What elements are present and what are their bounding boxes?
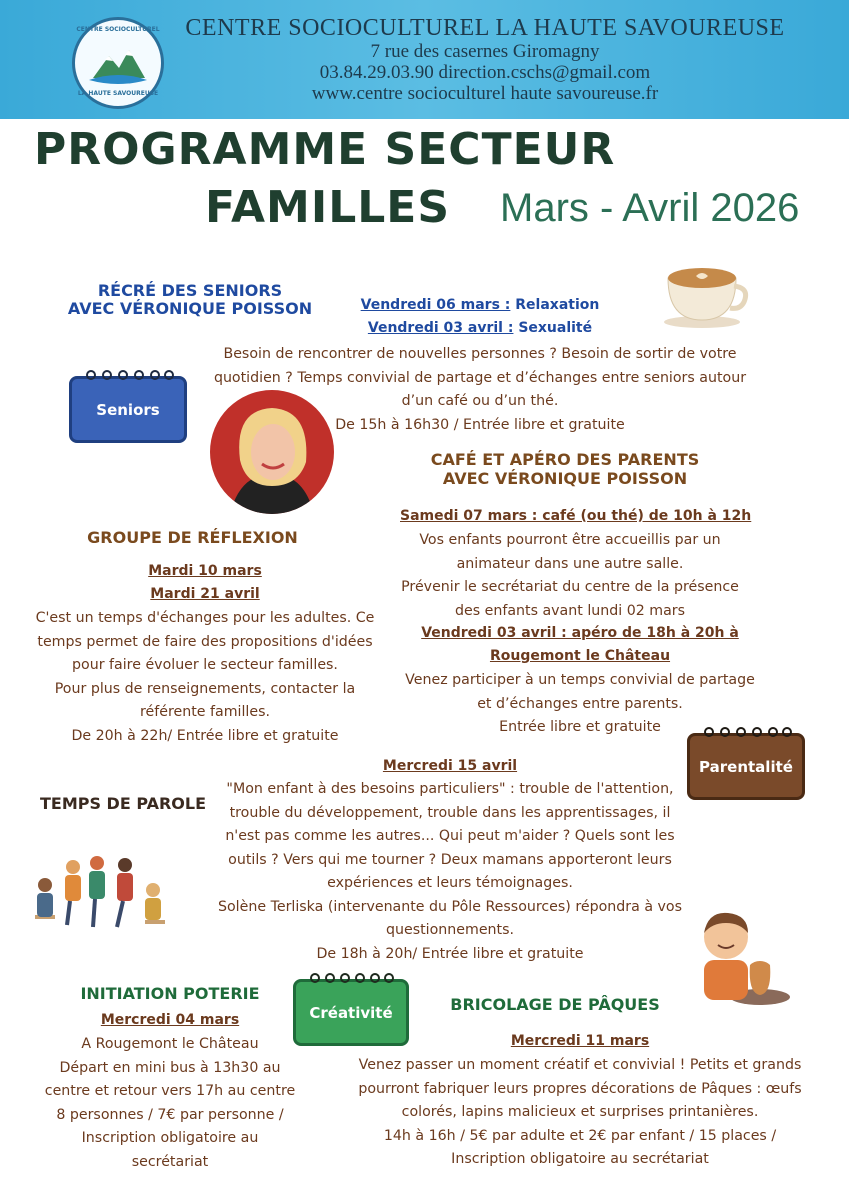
coffee-cup-icon — [660, 258, 750, 330]
logo-text-top: CENTRE SOCIOCULTUREL — [76, 26, 160, 33]
recre-topic-1: Relaxation — [515, 297, 600, 313]
cafe-line: animateur dans une autre salle. — [456, 555, 684, 572]
poterie-line: secrétariat — [131, 1153, 209, 1170]
cafe-date-2a: Vendredi 03 avril : apéro de 18h à 20h à — [421, 625, 739, 641]
groupe-line: C'est un temps d'échanges pour les adultes. Ce — [35, 610, 375, 626]
child-pottery-icon — [690, 905, 800, 1010]
recre-date-1-row — [340, 297, 620, 313]
bricolage-line: Inscription obligatoire au secrétariat — [451, 1151, 709, 1167]
cafe-date-1: Samedi 07 mars : café (ou thé) de 10h à 12h — [400, 508, 752, 524]
groupe-line: référente familles. — [140, 704, 270, 720]
recre-line: De 15h à 16h30 / Entrée libre et gratuite — [335, 416, 625, 433]
bricolage-title: BRICOLAGE DE PÂQUES — [450, 995, 660, 1014]
parole-line: questionnements. — [385, 922, 515, 938]
cafe-line: et d’échanges entre parents. — [477, 695, 683, 712]
groupe-date-1: Mardi 10 mars — [148, 563, 262, 579]
page-title-line2: FAMILLES — [205, 182, 451, 233]
recre-line: quotidien ? Temps convivial de partage et d’échanges entre seniors autour — [213, 369, 747, 386]
cafe-title-1: CAFÉ ET APÉRO DES PARENTS — [430, 450, 700, 469]
parole-title: TEMPS DE PAROLE — [39, 794, 207, 813]
period-label: Mars - Avril 2026 — [500, 186, 800, 230]
portrait-avatar — [210, 390, 334, 514]
bricolage-line: pourront fabriquer leurs propres décorations de Pâques : œufs — [358, 1080, 802, 1097]
parole-line: n'est pas comme les autres... Qui peut m'aider ? Quels sont les — [225, 828, 675, 844]
parole-line: trouble du développement, trouble dans les apprentissages, il — [229, 804, 671, 821]
cafe-title-2: AVEC VÉRONIQUE POISSON — [442, 469, 688, 488]
cafe-date-2b: Rougemont le Château — [489, 648, 671, 664]
poterie-line: A Rougemont le Château — [81, 1036, 259, 1052]
poterie-date: Mercredi 04 mars — [100, 1012, 240, 1028]
page-title-line1: PROGRAMME SECTEUR — [34, 124, 616, 175]
parole-line: De 18h à 20h/ Entrée libre et gratuite — [316, 945, 584, 962]
creativite-badge-label: Créativité — [293, 979, 409, 1046]
cafe-text-1 — [380, 529, 760, 623]
calendar-rings-icon — [293, 971, 409, 985]
bricolage-line: colorés, lapins malicieux et surprises printanières. — [401, 1104, 759, 1120]
recre-date-2: Vendredi 03 avril : — [367, 320, 514, 336]
parole-date: Mercredi 15 avril — [382, 758, 518, 774]
recre-title-2: AVEC VÉRONIQUE POISSON — [67, 299, 313, 318]
bricolage-date: Mercredi 11 mars — [510, 1033, 650, 1049]
bricolage-text — [350, 1054, 810, 1172]
poterie-line: 8 personnes / 7€ par personne / — [56, 1106, 284, 1123]
calendar-rings-icon — [69, 368, 187, 382]
recre-date-2-row — [340, 320, 620, 336]
centre-logo — [72, 17, 164, 109]
groupe-line: temps permet de faire des propositions d'idées — [37, 633, 373, 650]
org-name: CENTRE SOCIOCULTUREL LA HAUTE SAVOUREUSE — [185, 15, 785, 41]
logo-text-bottom: LA HAUTE SAVOUREUSE — [77, 90, 159, 97]
groupe-line: De 20h à 22h/ Entrée libre et gratuite — [71, 727, 339, 744]
poterie-line: Inscription obligatoire au — [81, 1130, 259, 1146]
org-address: 7 rue des casernes Giromagny — [370, 41, 600, 62]
org-website: www.centre socioculturel haute savoureuse.fr — [311, 83, 659, 104]
calendar-rings-icon — [687, 725, 805, 739]
poterie-title: INITIATION POTERIE — [80, 984, 260, 1003]
poterie-text — [40, 1033, 300, 1174]
parole-line: Solène Terliska (intervenante du Pôle Ressources) répondra à vos — [218, 898, 682, 915]
parole-line: expériences et leurs témoignages. — [327, 875, 573, 891]
poterie-line: centre et retour vers 17h au centre — [44, 1083, 296, 1099]
cafe-line: des enfants avant lundi 02 mars — [454, 602, 686, 619]
recre-date-1: Vendredi 06 mars : — [360, 297, 511, 313]
groupe-line: Pour plus de renseignements, contacter la — [54, 680, 356, 697]
org-contact: 03.84.29.03.90 direction.cschs@gmail.com — [319, 62, 651, 83]
parentalite-badge-label: Parentalité — [687, 733, 805, 800]
seniors-badge-label: Seniors — [69, 376, 187, 443]
recre-line: Besoin de rencontrer de nouvelles personnes ? Besoin de sortir de votre — [223, 346, 737, 362]
recre-line: d’un café ou d’un thé. — [401, 393, 559, 409]
groupe-line: pour faire évoluer le secteur familles. — [72, 657, 338, 673]
recre-topic-2: Sexualité — [518, 320, 593, 336]
cafe-line: Prévenir le secrétariat du centre de la présence — [401, 579, 739, 595]
poterie-line: Départ en mini bus à 13h30 au — [59, 1059, 281, 1076]
cafe-line: Vos enfants pourront être accueillis par un — [419, 532, 721, 548]
recre-title-1: RÉCRÉ DES SENIORS — [97, 281, 283, 300]
cafe-line: Entrée libre et gratuite — [499, 719, 661, 735]
parole-line: "Mon enfant à des besoins particuliers" : trouble de l'attention, — [226, 781, 674, 797]
parentalite-badge — [687, 733, 805, 800]
seniors-badge — [69, 376, 187, 443]
parole-text — [205, 778, 695, 966]
groupe-date-2: Mardi 21 avril — [150, 586, 260, 602]
groupe-text — [20, 607, 390, 748]
bricolage-line: Venez passer un moment créatif et convivial ! Petits et grands — [358, 1057, 802, 1073]
bricolage-line: 14h à 16h / 5€ par adulte et 2€ par enfant / 15 places / — [383, 1127, 777, 1144]
groupe-title: GROUPE DE RÉFLEXION — [87, 528, 298, 547]
creativite-badge — [293, 979, 409, 1046]
parole-line: outils ? Vers qui me tourner ? Deux mamans apporteront leurs — [228, 851, 672, 868]
cafe-line: Venez participer à un temps convivial de partage — [405, 672, 755, 688]
discussion-group-icon — [25, 845, 175, 950]
